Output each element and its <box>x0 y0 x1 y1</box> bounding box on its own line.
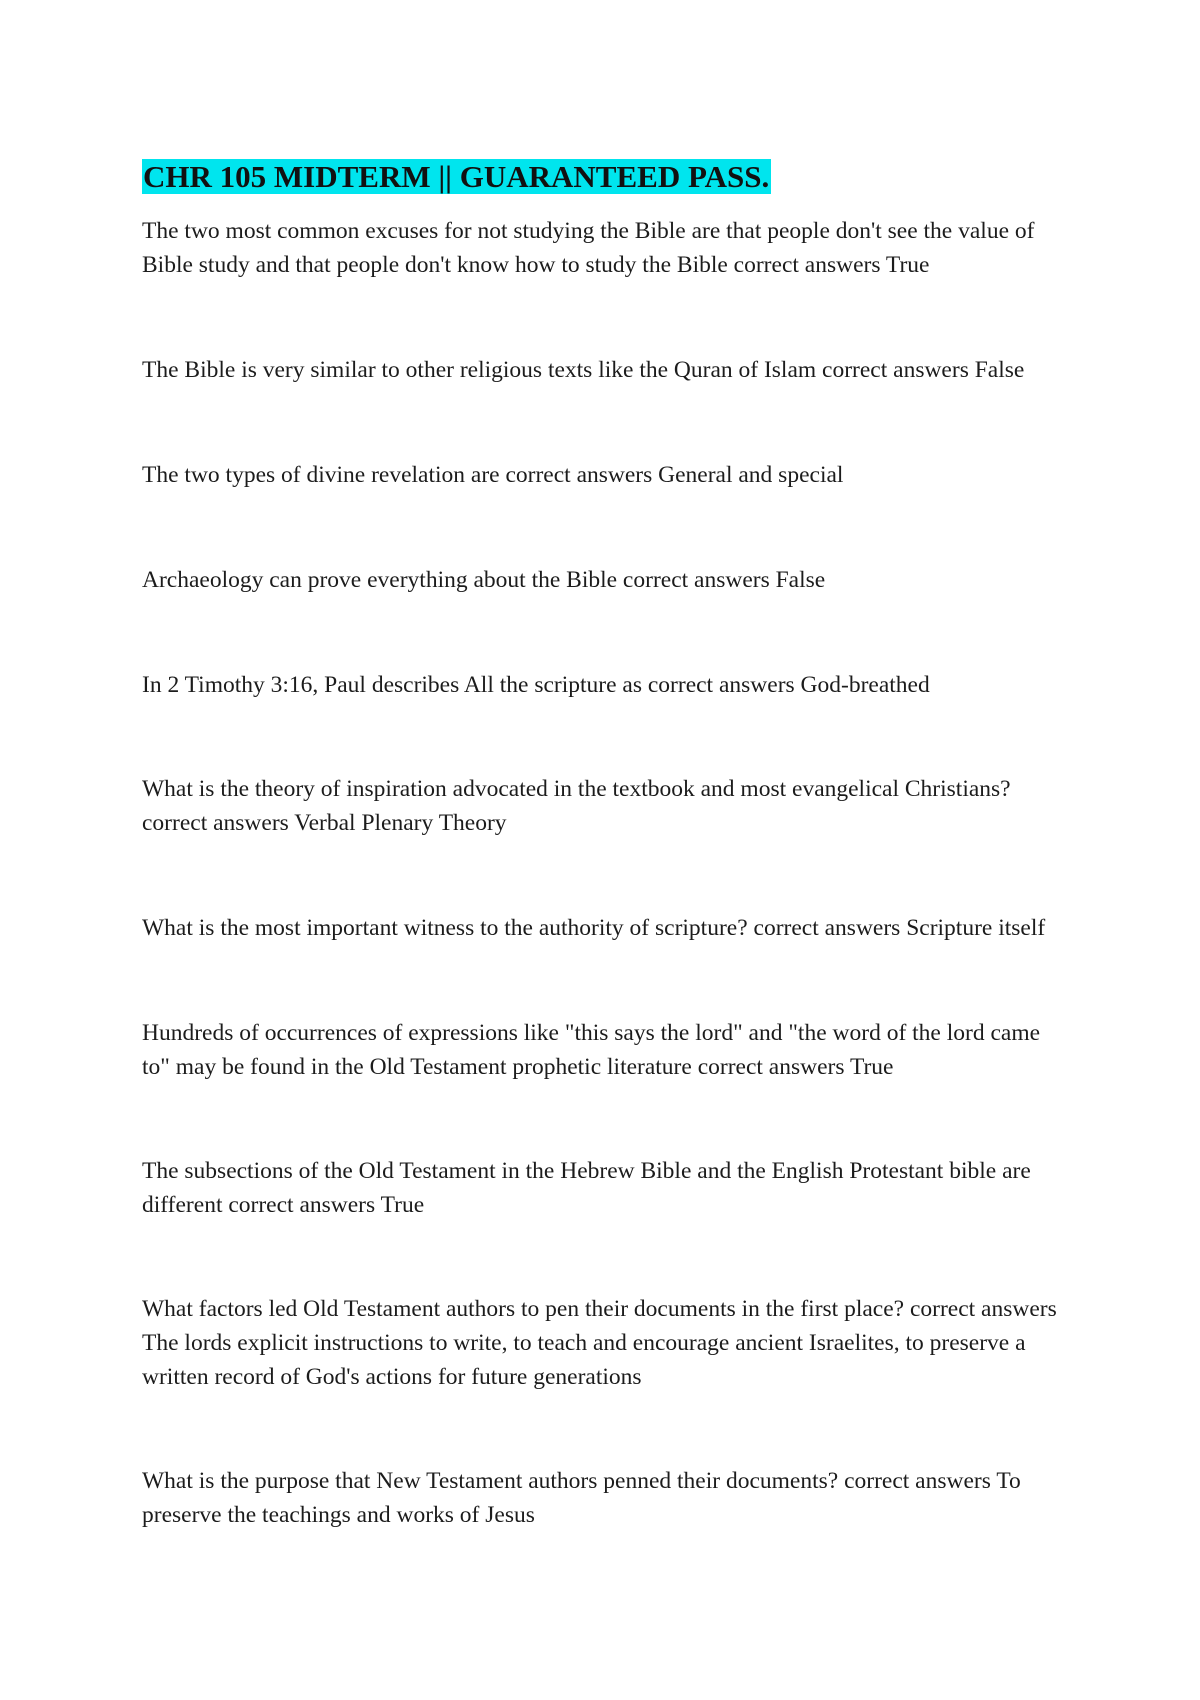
title-highlight: CHR 105 MIDTERM || GUARANTEED PASS. <box>143 159 770 194</box>
page-title <box>142 156 771 198</box>
qa-item-9: The subsections of the Old Testament in the Hebrew Bible and the English Protestant bible are different correct answers True <box>142 1158 1031 1218</box>
qa-item-5: In 2 Timothy 3:16, Paul describes All the scripture as correct answers God-breathed <box>142 672 930 698</box>
qa-item-7: What is the most important witness to the authority of scripture? correct answers Scripture itself <box>142 915 1046 941</box>
qa-item-2: The Bible is very similar to other religious texts like the Quran of Islam correct answers False <box>142 357 1025 383</box>
qa-item-6: What is the theory of inspiration advocated in the textbook and most evangelical Christians? correct answers Verbal Plenary Theory <box>142 776 1011 836</box>
qa-item-3: The two types of divine revelation are correct answers General and special <box>142 462 844 488</box>
qa-item-4: Archaeology can prove everything about the Bible correct answers False <box>142 567 826 593</box>
qa-item-11: What is the purpose that New Testament authors penned their documents? correct answers To preserve the teachings and works of Jesus <box>142 1468 1021 1528</box>
qa-item-10: What factors led Old Testament authors to pen their documents in the first place? correct answers The lords explicit instructions to write, to teach and encourage ancient Israelites, to preserve a written record of God's actions for future generations <box>142 1296 1057 1390</box>
qa-item-8: Hundreds of occurrences of expressions like "this says the lord" and "the word of the lord came to" may be found in the Old Testament prophetic literature correct answers True <box>142 1020 1041 1080</box>
qa-item-1: The two most common excuses for not studying the Bible are that people don't see the value of Bible study and that people don't know how to study the Bible correct answers True <box>142 218 1035 278</box>
